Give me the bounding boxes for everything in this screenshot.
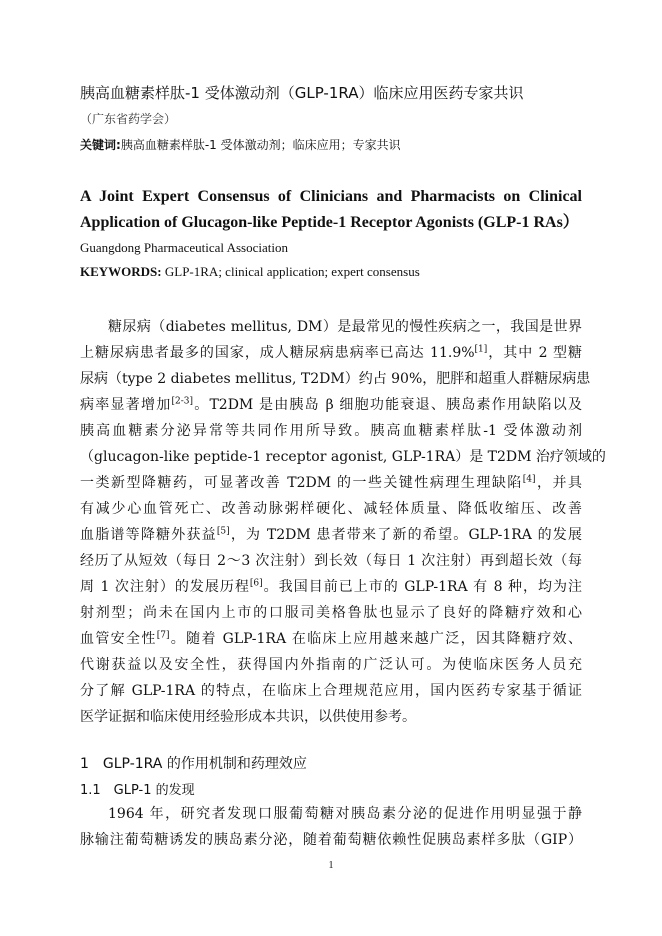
english-keywords-label: KEYWORDS: <box>80 264 162 279</box>
paragraph-line: 一类新型降糖药，可显著改善 T2DM 的一些关键性病理生理缺陷[4]，并具 <box>80 474 582 491</box>
paragraph-line: （glucagon-like peptide-1 receptor agonist, GLP-1RA）是 T2DM 治疗领域的 <box>80 449 606 465</box>
citation-marker: [4] <box>522 474 536 485</box>
paragraph-line: 血脂谱等降糖外获益[5]，为 T2DM 患者带来了新的希望。GLP-1RA 的发展 <box>80 526 582 543</box>
paragraph-line: 脉输注葡萄糖诱发的胰岛素分泌，随着葡萄糖依赖性促胰岛素样多肽（GIP） <box>80 832 582 848</box>
paragraph-line: 尿病（type 2 diabetes mellitus, T2DM）约占 90%，肥胖和超重人群糖尿病患 <box>80 371 591 387</box>
paragraph-line: 血管安全性[7]。随着 GLP-1RA 在临床上应用越来越广泛，因其降糖疗效、 <box>80 630 583 647</box>
paragraph-line: 1964 年，研究者发现口服葡萄糖对胰岛素分泌的促进作用明显强于静 <box>108 806 582 822</box>
paragraph-line: 分了解 GLP-1RA 的特点，在临床上合理规范应用，国内医药专家基于循证 <box>80 683 582 699</box>
paragraph-line: 代谢获益以及安全性，获得国内外指南的广泛认可。为使临床医务人员充 <box>80 657 582 673</box>
page-number: 1 <box>328 860 334 871</box>
chinese-keywords-label: 关键词: <box>80 138 121 152</box>
english-keywords <box>80 264 420 280</box>
citation-marker: [1] <box>474 344 488 355</box>
subsection-heading: 1.1 GLP-1 的发现 <box>80 783 195 798</box>
section-heading: 1 GLP-1RA 的作用机制和药理效应 <box>80 756 307 772</box>
citation-marker: [2-3] <box>171 396 193 407</box>
english-organization: Guangdong Pharmaceutical Association <box>80 240 288 255</box>
english-keywords-text: GLP-1RA; clinical application; expert consensus <box>161 264 420 279</box>
paragraph-line: 经历了从短效（每日 2～3 次注射）到长效（每日 1 次注射）再到超长效（每 <box>80 553 582 569</box>
paragraph-line: 有减少心血管死亡、改善动脉粥样硬化、减轻体质量、降低收缩压、改善 <box>80 501 582 517</box>
chinese-organization: （广东省药学会） <box>80 112 177 126</box>
paragraph-line: 糖尿病（diabetes mellitus, DM）是最常见的慢性疾病之一，我国是世界 <box>108 319 582 335</box>
chinese-title: 胰高血糖素样肽-1 受体激动剂（GLP-1RA）临床应用医药专家共识 <box>80 84 524 102</box>
paragraph-line: 周 1 次注射）的发展历程[6]。我国目前已上市的 GLP-1RA 有 8 种，均为注 <box>80 578 582 595</box>
paragraph-line: 医学证据和临床使用经验形成本共识，以供使用参考。 <box>80 709 416 725</box>
english-title: A Joint Expert Consensus of Clinicians and Pharmacists on Clinical Application of Glucagon-like Peptide-1 Receptor Agonists (GLP-1 RAs） <box>80 188 582 231</box>
chinese-keywords-text: 胰高血糖素样肽-1 受体激动剂；临床应用；专家共识 <box>120 138 401 152</box>
paragraph-line: 胰高血糖素分泌异常等共同作用所导致。胰高血糖素样肽-1 受体激动剂 <box>80 423 582 439</box>
paragraph-line: 病率显著增加[2-3]。T2DM 是由胰岛 β 细胞功能衰退、胰岛素作用缺陷以及 <box>80 396 583 413</box>
chinese-keywords <box>80 136 401 153</box>
citation-marker: [7] <box>156 630 170 641</box>
paragraph-line: 上糖尿病患者最多的国家，成人糖尿病患病率已高达 11.9%[1]，其中 2 型糖 <box>80 344 582 361</box>
citation-marker: [5] <box>216 526 230 537</box>
paragraph-line: 射剂型；尚未在国内上市的口服司美格鲁肽也显示了良好的降糖疗效和心 <box>80 605 582 621</box>
citation-marker: [6] <box>249 578 263 589</box>
